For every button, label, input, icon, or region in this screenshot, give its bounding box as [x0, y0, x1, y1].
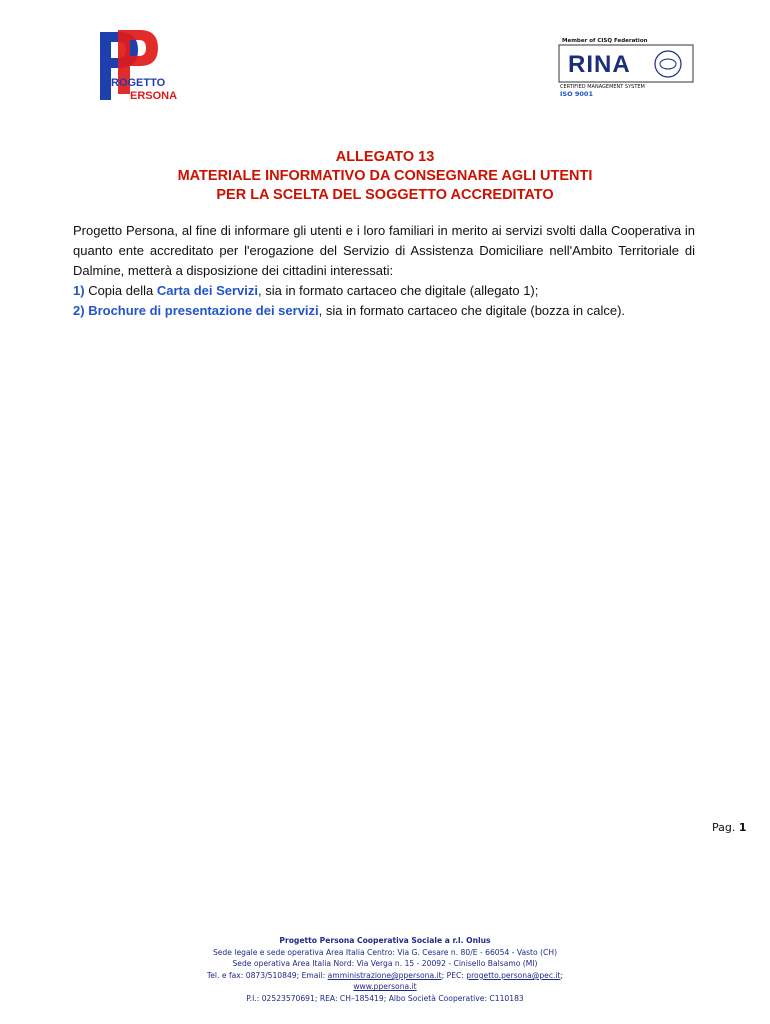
- list-item-number: 2): [73, 303, 85, 318]
- list-item-pre: Copia della: [88, 283, 157, 298]
- document-title: [0, 148, 770, 205]
- footer-pec-link[interactable]: progetto.persona@pec.it: [466, 970, 561, 980]
- cert-iso-text: ISO 9001: [560, 90, 593, 98]
- footer-contacts: Tel. e fax: 0873/510849; Email: amministrazione@ppersona.it; PEC: progetto.persona@pec.it;: [206, 970, 564, 980]
- cert-brand-text: RINA: [568, 51, 631, 78]
- footer-legal-address: Sede legale e sede operativa Area Italia Centro: Via G. Cesare n. 80/E - 66054 - Vasto (CH): [212, 947, 558, 957]
- list-item-post: , sia in formato cartaceo che digitale (bozza in calce).: [318, 303, 626, 318]
- list-item: [73, 281, 713, 301]
- list-item-highlight: Carta dei Servizi: [156, 283, 258, 298]
- document-footer: [0, 935, 770, 1005]
- page-label: Pag.: [712, 821, 736, 834]
- rina-certification-badge: [556, 36, 698, 112]
- footer-company-name: Progetto Persona Cooperativa Sociale a r.l. Onlus: [279, 936, 491, 945]
- footer-website-link[interactable]: www.ppersona.it: [353, 982, 417, 992]
- title-line-2: MATERIALE INFORMATIVO DA CONSEGNARE AGLI UTENTI: [177, 168, 593, 184]
- list-item-highlight: Brochure di presentazione dei servizi: [88, 303, 319, 318]
- intro-paragraph: Progetto Persona, al fine di informare gli utenti e i loro familiari in merito ai servizi svolti dalla Cooperativa in quanto ente accreditato per l'erogazione del Servizio di Assistenza Domiciliare nell'Ambito Territoriale di Dalmine, metterà a disposizione dei cittadini interessati:: [73, 223, 695, 278]
- list-item-post: , sia in formato cartaceo che digitale (allegato 1);: [258, 283, 539, 298]
- cert-member-text: Member of CISQ Federation: [562, 38, 648, 44]
- materials-list: [73, 281, 713, 321]
- footer-email-link[interactable]: amministrazione@ppersona.it: [327, 970, 442, 980]
- page-number-value: 1: [738, 821, 747, 834]
- progetto-persona-logo: [94, 28, 212, 104]
- footer-north-address: Sede operativa Area Italia Nord: Via Verga n. 15 - 20092 - Cinisello Balsamo (MI): [232, 959, 538, 969]
- footer-registry-info: P.I.: 02523570691; REA: CH–185419; Albo Società Cooperative: C110183: [246, 993, 524, 1003]
- logo-text-persona: ERSONA: [130, 90, 178, 102]
- title-line-1: ALLEGATO 13: [335, 149, 435, 165]
- logo-text-progetto: ROGETTO: [111, 77, 166, 89]
- cert-system-text: CERTIFIED MANAGEMENT SYSTEM: [560, 84, 645, 90]
- list-item: [73, 301, 713, 321]
- list-item-number: 1): [73, 283, 85, 298]
- title-line-3: PER LA SCELTA DEL SOGGETTO ACCREDITATO: [216, 187, 554, 203]
- page-number: [712, 821, 747, 834]
